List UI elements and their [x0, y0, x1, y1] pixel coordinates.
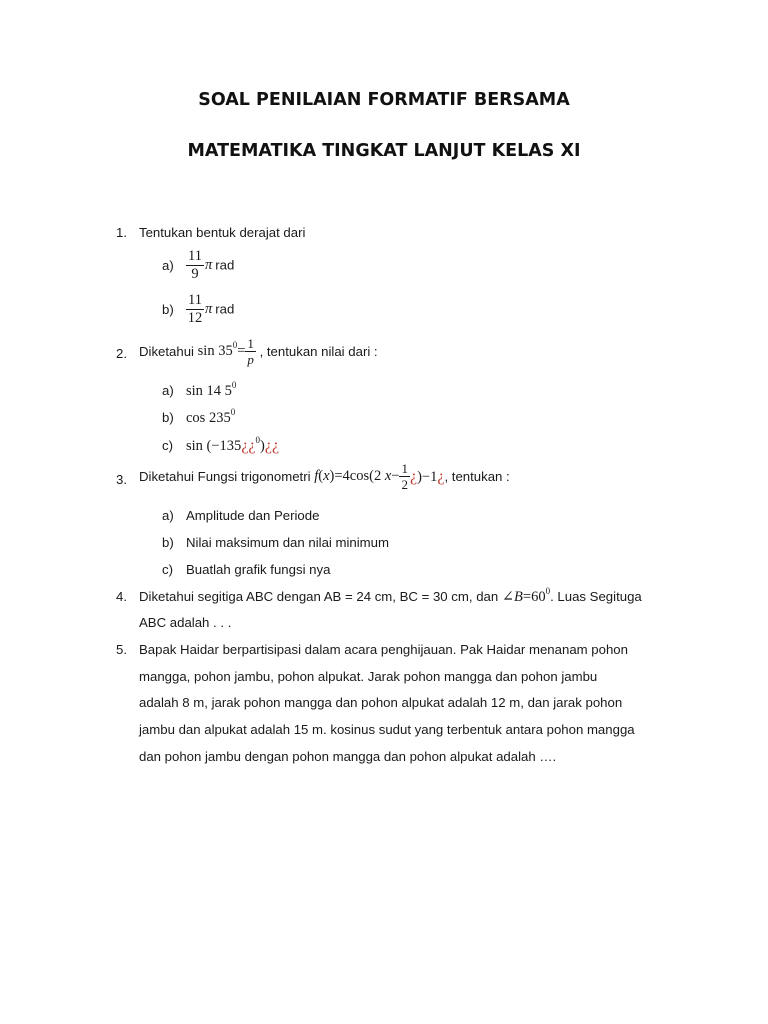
question-text-continued: ABC adalah . . . — [139, 615, 232, 630]
answer-option — [162, 508, 319, 523]
paragraph-line: mangga, pohon jambu, pohon alpukat. Jarak pohon mangga dan pohon jambu — [139, 669, 598, 684]
option-label: b) — [162, 301, 174, 317]
question-number: 5. — [116, 642, 127, 657]
option-label: a) — [162, 383, 174, 398]
option-label: c) — [162, 438, 173, 453]
paragraph-line: dan pohon jambu dengan pohon mangga dan pohon alpukat adalah …. — [139, 749, 557, 764]
question-text: Diketahui $\sin 35^0=$ $\frac{1}{p}$ , tentukan nilai dari : — [139, 336, 378, 367]
fraction: $\frac{1}{2}$ — [401, 461, 408, 492]
question-number: 4. — [116, 589, 127, 604]
answer-option — [162, 535, 389, 550]
question-text: Diketahui Fungsi trigonometri f(x)=4cos(2 x− $\frac{1}{2}$ ¿)−1¿, tentukan : — [139, 461, 510, 492]
math-expression: sin 14 $5^0$ — [186, 380, 237, 399]
answer-option — [162, 437, 279, 455]
answer-option — [162, 380, 237, 400]
fraction: $\frac{11}{12}$ — [187, 292, 203, 326]
math-expression: f(x)=4cos(2 x− — [314, 468, 400, 484]
question-number: 2. — [116, 346, 127, 361]
fraction: $\frac{11}{9}$ — [188, 248, 202, 282]
answer-option — [162, 407, 236, 427]
option-label: b) — [162, 535, 174, 550]
pi-symbol: π — [204, 256, 213, 273]
question-text: Diketahui segitiga ABC dengan AB = 24 cm, BC = 30 cm, dan $\angle B=60^0$. Luas Segituga — [139, 586, 642, 605]
option-text: Nilai maksimum dan nilai minimum — [186, 535, 389, 550]
unit-label: rad — [215, 301, 235, 317]
unit-label: rad — [215, 257, 235, 273]
answer-option — [162, 562, 330, 577]
option-label: c) — [162, 562, 173, 577]
math-expression: sin (−135¿¿$^0$)¿¿ — [186, 435, 280, 454]
document-subtitle: MATEMATIKA TINGKAT LANJUT KELAS XI — [187, 141, 581, 161]
math-expression: $\cos 235^0$ — [186, 407, 236, 426]
paragraph-line: Bapak Haidar berpartisipasi dalam acara penghijauan. Pak Haidar menanam pohon — [139, 642, 628, 657]
pi-symbol: π — [204, 300, 213, 317]
paragraph-line: jambu dan alpukat adalah 15 m. kosinus sudut yang terbentuk antara pohon mangga — [139, 722, 635, 737]
answer-option — [162, 249, 234, 281]
question-number: 1. — [116, 225, 127, 240]
answer-option — [162, 293, 234, 325]
question-number: 3. — [116, 472, 127, 487]
option-text: Amplitude dan Periode — [186, 508, 320, 523]
option-text: Buatlah grafik fungsi nya — [186, 562, 331, 577]
option-label: b) — [162, 410, 174, 425]
document-title: SOAL PENILAIAN FORMATIF BERSAMA — [198, 90, 570, 110]
option-label: a) — [162, 257, 174, 273]
angle-symbol: ∠ — [501, 589, 515, 605]
question-text: Tentukan bentuk derajat dari — [139, 225, 306, 240]
math-expression: $\angle B=60^0$ — [501, 586, 551, 605]
math-expression: ¿)−1¿ — [409, 467, 445, 485]
option-label: a) — [162, 508, 174, 523]
paragraph-line: adalah 8 m, jarak pohon mangga dan pohon alpukat adalah 12 m, dan jarak pohon — [139, 695, 623, 710]
fraction: $\frac{1}{p}$ — [247, 336, 254, 367]
math-expression: $\sin 35^0=$ — [197, 340, 246, 359]
